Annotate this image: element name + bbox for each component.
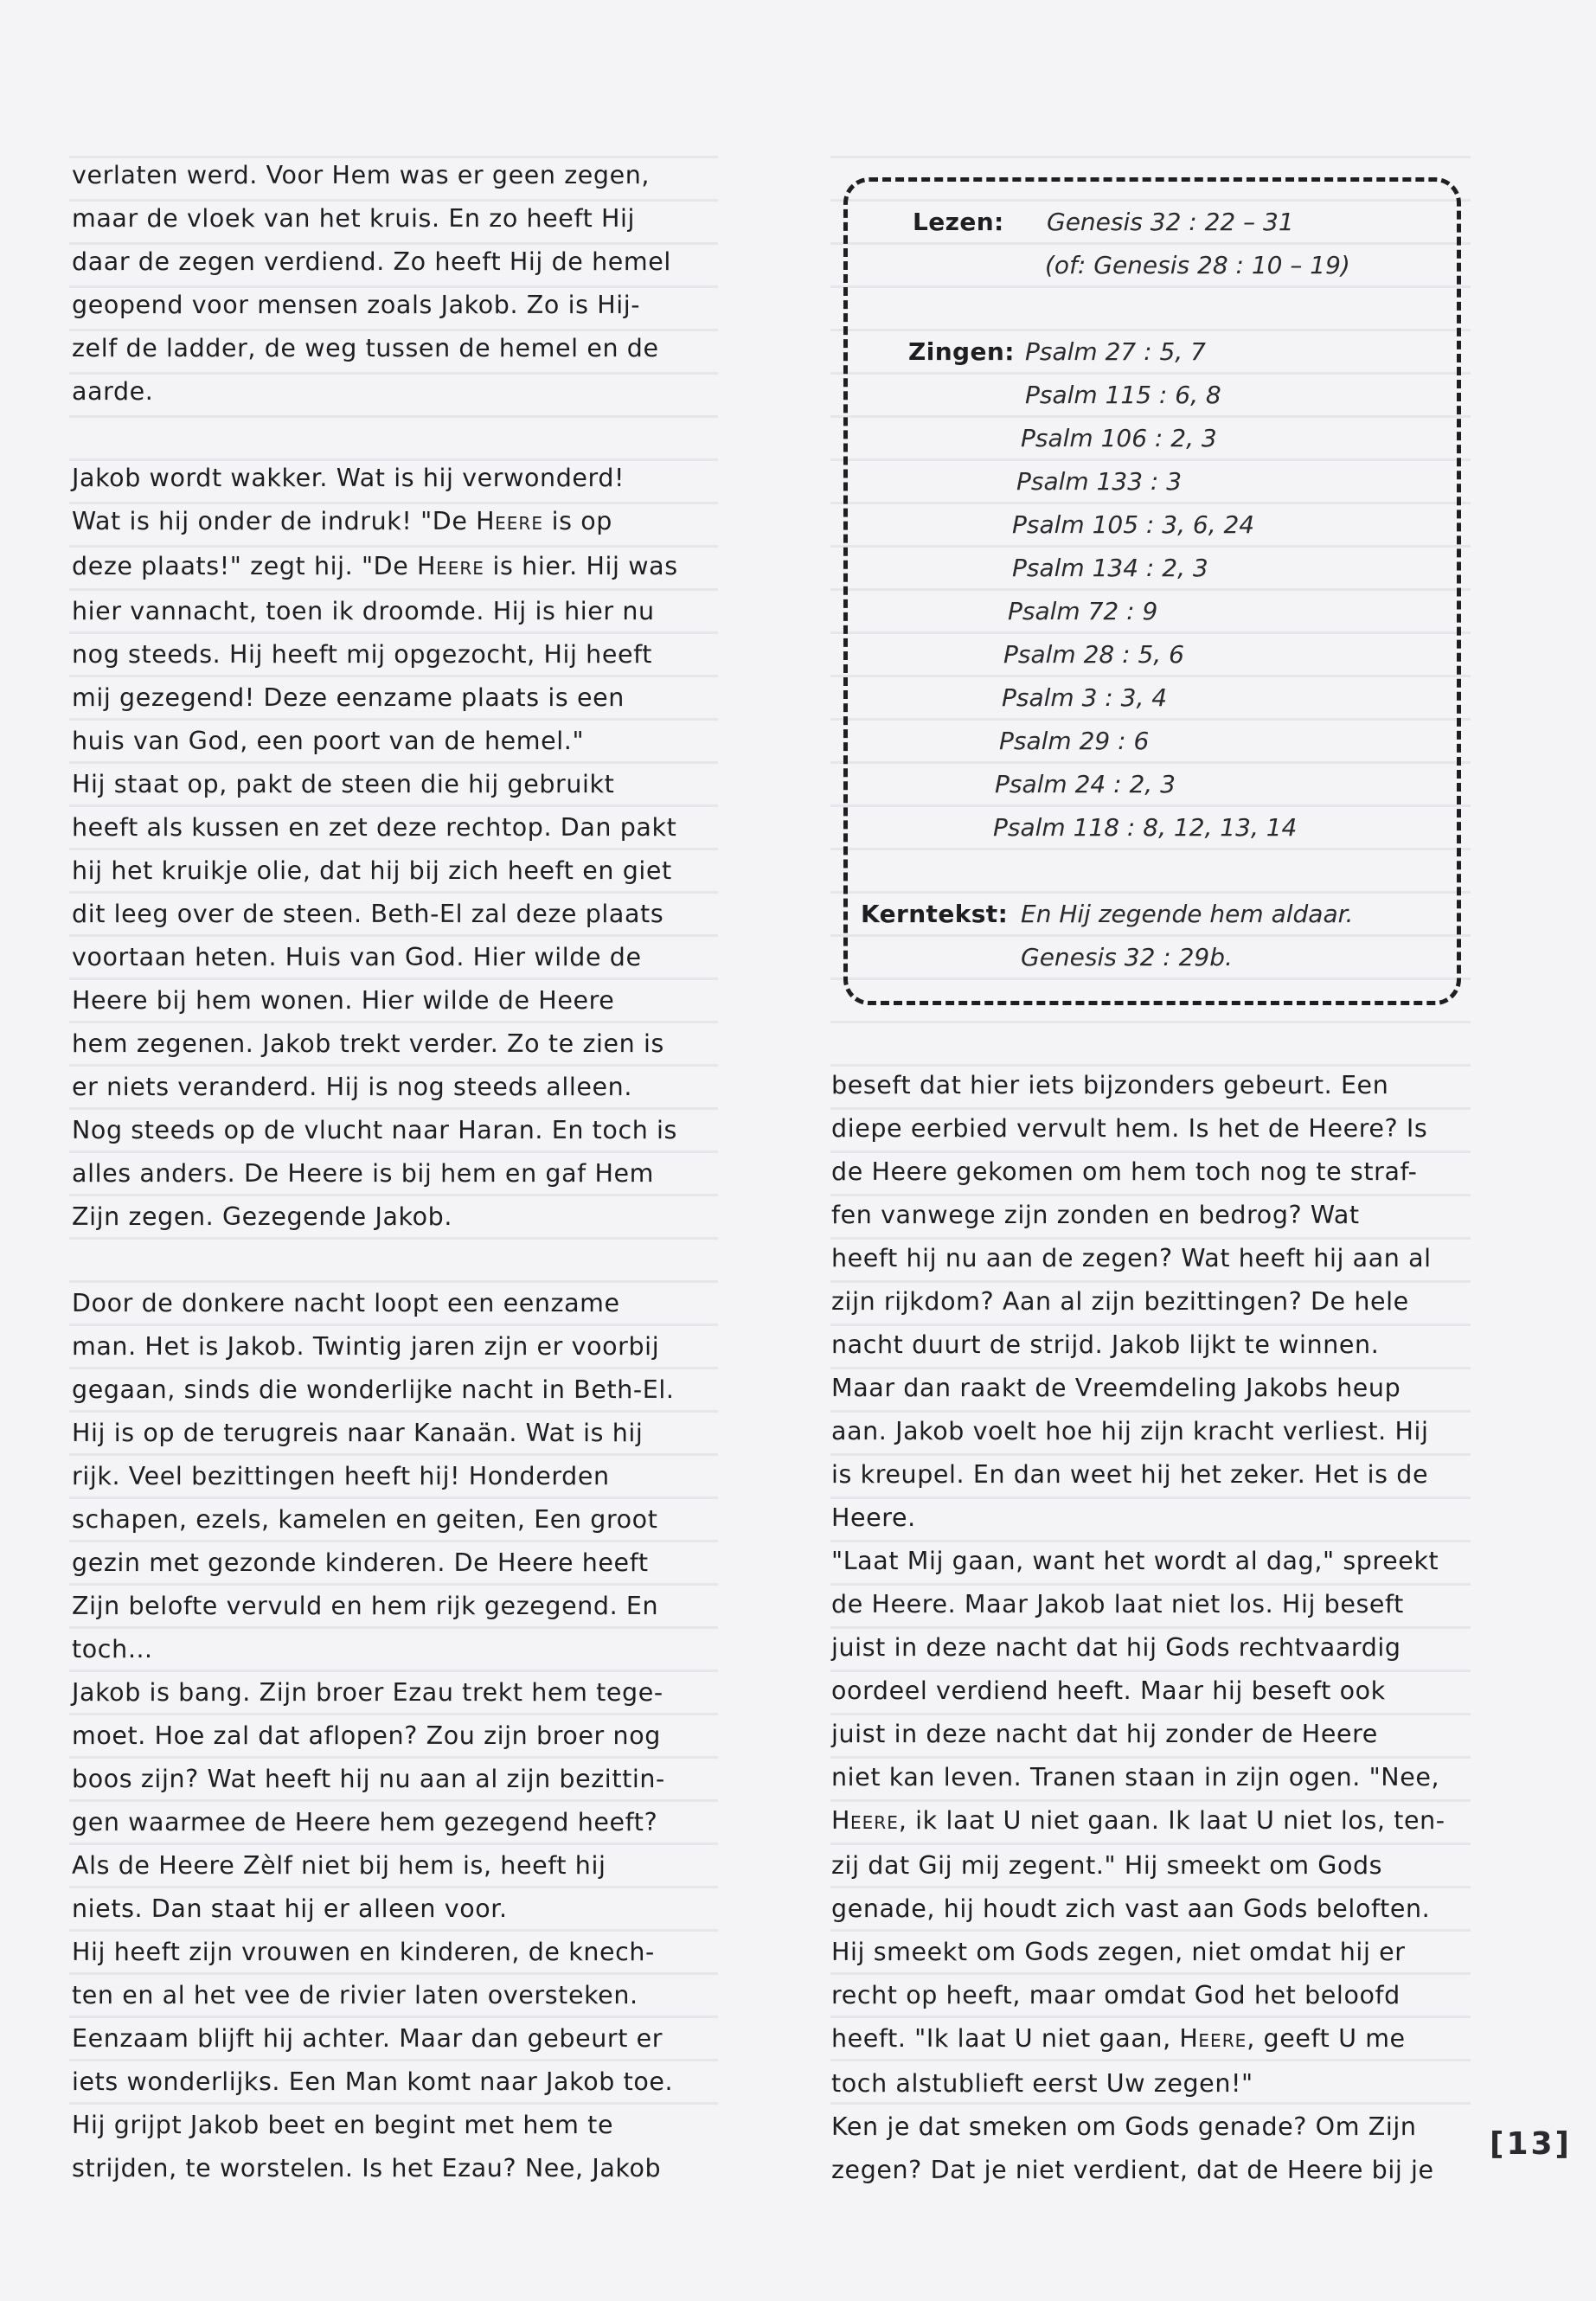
text-line: recht op heeft, maar omdat God het beloofd bbox=[831, 1981, 1401, 2009]
text-line: heeft. "Ik laat U niet gaan, HEERE, geeft U me bbox=[831, 2024, 1406, 2053]
text-line: iets wonderlijks. Een Man komt naar Jakob toe. bbox=[72, 2067, 674, 2096]
zingen-label: Zingen: bbox=[908, 337, 1015, 366]
text-line: toch… bbox=[72, 1635, 153, 1663]
text-line: heeft als kussen en zet deze rechtop. Dan pakt bbox=[72, 813, 677, 842]
text-line: er niets veranderd. Hij is nog steeds alleen. bbox=[72, 1073, 632, 1101]
kerntekst-reference: Genesis 32 : 29b. bbox=[1021, 943, 1233, 971]
text-line: geopend voor mensen zoals Jakob. Zo is Hij- bbox=[72, 291, 641, 319]
psalm-entry: Psalm 3 : 3, 4 bbox=[1002, 683, 1168, 712]
text-line: fen vanwege zijn zonden en bedrog? Wat bbox=[831, 1201, 1360, 1229]
text-column-left bbox=[72, 154, 729, 2190]
text-line: is kreupel. En dan weet hij het zeker. Het is de bbox=[831, 1460, 1429, 1489]
text-line: oordeel verdiend heeft. Maar hij beseft ook bbox=[831, 1676, 1386, 1705]
text-line: Zijn zegen. Gezegende Jakob. bbox=[72, 1202, 453, 1231]
text-line: deze plaats!" zegt hij. "De HEERE is hier. Hij was bbox=[72, 552, 678, 580]
text-line: moet. Hoe zal dat aflopen? Zou zijn broer nog bbox=[72, 1721, 661, 1750]
text-line: genade, hij houdt zich vast aan Gods beloften. bbox=[831, 1894, 1431, 1923]
text-line: strijden, te worstelen. Is het Ezau? Nee, Jakob bbox=[72, 2154, 662, 2182]
text-line: de Heere gekomen om hem toch nog te straf- bbox=[831, 1157, 1418, 1186]
text-line: voortaan heten. Huis van God. Hier wilde de bbox=[72, 943, 642, 971]
psalm-entry: Psalm 27 : 5, 7 bbox=[1025, 337, 1206, 366]
text-line: HEERE, ik laat U niet gaan. Ik laat U niet los, ten- bbox=[831, 1806, 1445, 1835]
psalm-entry: Psalm 28 : 5, 6 bbox=[1003, 640, 1184, 669]
kerntekst-value: En Hij zegende hem aldaar. bbox=[1021, 900, 1354, 928]
psalm-entry: Psalm 105 : 3, 6, 24 bbox=[1012, 510, 1255, 539]
text-line: zij dat Gij mij zegent." Hij smeekt om Gods bbox=[831, 1851, 1383, 1880]
text-line: gezin met gezonde kinderen. De Heere heeft bbox=[72, 1548, 649, 1577]
text-line: juist in deze nacht dat hij zonder de Heere bbox=[831, 1720, 1378, 1748]
text-line: maar de vloek van het kruis. En zo heeft Hij bbox=[72, 204, 636, 233]
text-column-right bbox=[831, 1064, 1489, 2192]
text-line: Hij grijpt Jakob beet en begint met hem te bbox=[72, 2111, 614, 2139]
text-line: "Laat Mij gaan, want het wordt al dag," spreekt bbox=[831, 1547, 1439, 1575]
reading-info-box bbox=[843, 177, 1461, 1005]
text-line: Nog steeds op de vlucht naar Haran. En toch is bbox=[72, 1116, 678, 1144]
text-line: gen waarmee de Heere hem gezegend heeft? bbox=[72, 1808, 658, 1836]
text-line: de Heere. Maar Jakob laat niet los. Hij beseft bbox=[831, 1590, 1404, 1618]
psalm-entry: Psalm 24 : 2, 3 bbox=[995, 770, 1176, 798]
text-line: Hij smeekt om Gods zegen, niet omdat hij er bbox=[831, 1938, 1406, 1966]
text-line: Als de Heere Zèlf niet bij hem is, heeft hij bbox=[72, 1851, 606, 1880]
text-line: Ken je dat smeken om Gods genade? Om Zijn bbox=[831, 2112, 1417, 2141]
page-number: [13] bbox=[1490, 2126, 1573, 2162]
psalm-entry: Psalm 118 : 8, 12, 13, 14 bbox=[993, 813, 1298, 842]
text-line: hij het kruikje olie, dat hij bij zich heeft en giet bbox=[72, 856, 672, 885]
text-line: Hij heeft zijn vrouwen en kinderen, de knech- bbox=[72, 1938, 655, 1966]
paragraph-gap bbox=[72, 1239, 729, 1282]
psalm-entry: Psalm 115 : 6, 8 bbox=[1025, 381, 1221, 409]
text-line: verlaten werd. Voor Hem was er geen zegen, bbox=[72, 161, 651, 189]
text-line: aarde. bbox=[72, 377, 154, 406]
text-line: boos zijn? Wat heeft hij nu aan al zijn bezittin- bbox=[72, 1765, 665, 1793]
text-line: toch alstublieft eerst Uw zegen!" bbox=[831, 2069, 1253, 2098]
text-line: Heere bij hem wonen. Hier wilde de Heere bbox=[72, 986, 615, 1015]
text-line: zegen? Dat je niet verdient, dat de Heere bij je bbox=[831, 2156, 1434, 2184]
text-line: mij gezegend! Deze eenzame plaats is een bbox=[72, 683, 625, 712]
text-line: Zijn belofte vervuld en hem rijk gezegend. En bbox=[72, 1592, 659, 1620]
text-line: juist in deze nacht dat hij Gods rechtvaardig bbox=[831, 1633, 1401, 1662]
text-line: nog steeds. Hij heeft mij opgezocht, Hij heeft bbox=[72, 640, 653, 669]
text-line: niets. Dan staat hij er alleen voor. bbox=[72, 1894, 508, 1923]
text-line: Jakob is bang. Zijn broer Ezau trekt hem tege- bbox=[72, 1678, 663, 1707]
lezen-alternative: (of: Genesis 28 : 10 – 19) bbox=[1045, 251, 1350, 279]
text-line: heeft hij nu aan de zegen? Wat heeft hij aan al bbox=[831, 1244, 1432, 1272]
text-line: rijk. Veel bezittingen heeft hij! Honderden bbox=[72, 1462, 610, 1490]
text-line: beseft dat hier iets bijzonders gebeurt. Een bbox=[831, 1071, 1389, 1099]
text-line: aan. Jakob voelt hoe hij zijn kracht verliest. Hij bbox=[831, 1417, 1429, 1445]
lezen-label: Lezen: bbox=[913, 208, 1004, 236]
text-line: man. Het is Jakob. Twintig jaren zijn er voorbij bbox=[72, 1332, 660, 1361]
paragraph-gap bbox=[72, 413, 729, 457]
lezen-value: Genesis 32 : 22 – 31 bbox=[1047, 208, 1294, 236]
text-line: Wat is hij onder de indruk! "De HEERE is op bbox=[72, 507, 612, 535]
text-line: Eenzaam blijft hij achter. Maar dan gebeurt er bbox=[72, 2024, 663, 2053]
text-line: hem zegenen. Jakob trekt verder. Zo te zien is bbox=[72, 1029, 664, 1058]
psalm-entry: Psalm 106 : 2, 3 bbox=[1021, 424, 1217, 452]
psalm-entry: Psalm 133 : 3 bbox=[1016, 467, 1183, 496]
text-line: zijn rijkdom? Aan al zijn bezittingen? De hele bbox=[831, 1287, 1409, 1316]
text-line: hier vannacht, toen ik droomde. Hij is hier nu bbox=[72, 597, 655, 625]
text-line: Hij staat op, pakt de steen die hij gebruikt bbox=[72, 770, 615, 798]
psalm-entry: Psalm 134 : 2, 3 bbox=[1012, 554, 1208, 582]
text-line: diepe eerbied vervult hem. Is het de Heere? Is bbox=[831, 1114, 1428, 1143]
text-line: Door de donkere nacht loopt een eenzame bbox=[72, 1289, 620, 1317]
text-line: schapen, ezels, kamelen en geiten, Een groot bbox=[72, 1505, 658, 1534]
text-line: gegaan, sinds die wonderlijke nacht in Beth-El. bbox=[72, 1375, 675, 1404]
psalm-entry: Psalm 29 : 6 bbox=[999, 727, 1150, 755]
text-line: alles anders. De Heere is bij hem en gaf Hem bbox=[72, 1159, 654, 1188]
text-line: nacht duurt de strijd. Jakob lijkt te winnen. bbox=[831, 1330, 1380, 1359]
text-line: dit leeg over de steen. Beth-El zal deze plaats bbox=[72, 900, 664, 928]
text-line: zelf de ladder, de weg tussen de hemel en de bbox=[72, 334, 659, 362]
text-line: niet kan leven. Tranen staan in zijn ogen. "Nee, bbox=[831, 1763, 1440, 1791]
psalm-entry: Psalm 72 : 9 bbox=[1008, 597, 1158, 625]
text-line: huis van God, een poort van de hemel." bbox=[72, 727, 585, 755]
text-line: daar de zegen verdiend. Zo heeft Hij de hemel bbox=[72, 247, 671, 276]
text-line: Jakob wordt wakker. Wat is hij verwonderd! bbox=[72, 464, 625, 492]
kerntekst-label: Kerntekst: bbox=[861, 900, 1009, 928]
text-line: Maar dan raakt de Vreemdeling Jakobs heup bbox=[831, 1374, 1401, 1402]
text-line: Hij is op de terugreis naar Kanaän. Wat is hij bbox=[72, 1419, 644, 1447]
text-line: Heere. bbox=[831, 1503, 916, 1532]
text-line: ten en al het vee de rivier laten oversteken. bbox=[72, 1981, 638, 2009]
